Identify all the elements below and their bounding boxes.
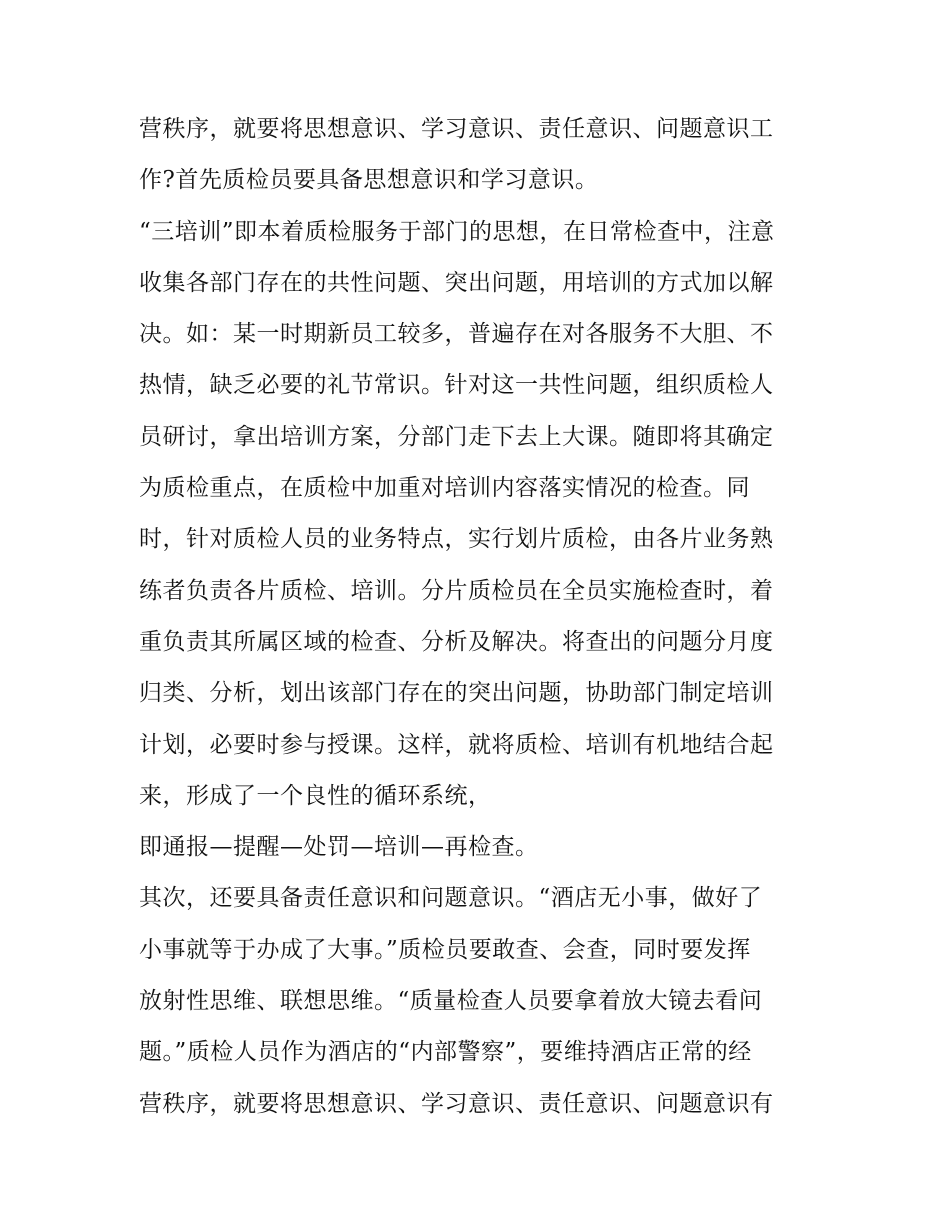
text-line: 营秩序，就要将思想意识、学习意识、责任意识、问题意识工 bbox=[139, 116, 774, 142]
text-line: 作?首先质检员要具备思想意识和学习意识。 bbox=[139, 167, 599, 194]
text-line: 题。”质检人员作为酒店的“内部警察”，要维持酒店正常的经 bbox=[139, 1039, 752, 1066]
text-line: “三培训”即本着质检服务于部门的思想，在日常检查中，注意 bbox=[139, 218, 775, 245]
text-line: 重负责其所属区域的检查、分析及解决。将查出的问题分月度 bbox=[139, 628, 774, 655]
text-line: 收集各部门存在的共性问题、突出问题，用培训的方式加以解 bbox=[139, 269, 774, 296]
text-line: 时，针对质检人员的业务特点，实行划片质检，由各片业务熟 bbox=[139, 526, 774, 553]
text-line: 营秩序，就要将思想意识、学习意识、责任意识、问题意识有 bbox=[139, 1090, 774, 1117]
text-line: 计划，必要时参与授课。这样，就将质检、培训有机地结合起 bbox=[139, 731, 774, 758]
text-line: 决。如：某一时期新员工较多，普遍存在对各服务不大胆、不 bbox=[139, 321, 774, 348]
text-line: 放射性思维、联想思维。“质量检查人员要拿着放大镜去看问 bbox=[139, 988, 763, 1015]
text-line: 员研讨，拿出培训方案，分部门走下去上大课。随即将其确定 bbox=[139, 423, 774, 450]
text-line: 为质检重点，在质检中加重对培训内容落实情况的检查。同 bbox=[139, 475, 750, 502]
text-line: 即通报—提醒—处罚—培训—再检查。 bbox=[139, 834, 539, 861]
text-line: 其次，还要具备责任意识和问题意识。“酒店无小事，做好了 bbox=[139, 885, 763, 912]
text-line: 练者负责各片质检、培训。分片质检员在全员实施检查时，着 bbox=[139, 577, 774, 604]
body-text bbox=[139, 104, 829, 1130]
text-line: 小事就等于办成了大事。”质检员要敢查、会查，同时要发挥 bbox=[139, 936, 751, 963]
text-line: 来，形成了一个良性的循环系统， bbox=[139, 782, 492, 809]
text-line: 归类、分析，划出该部门存在的突出问题，协助部门制定培训 bbox=[139, 680, 774, 707]
text-line: 热情，缺乏必要的礼节常识。针对这一共性问题，组织质检人 bbox=[139, 372, 774, 399]
